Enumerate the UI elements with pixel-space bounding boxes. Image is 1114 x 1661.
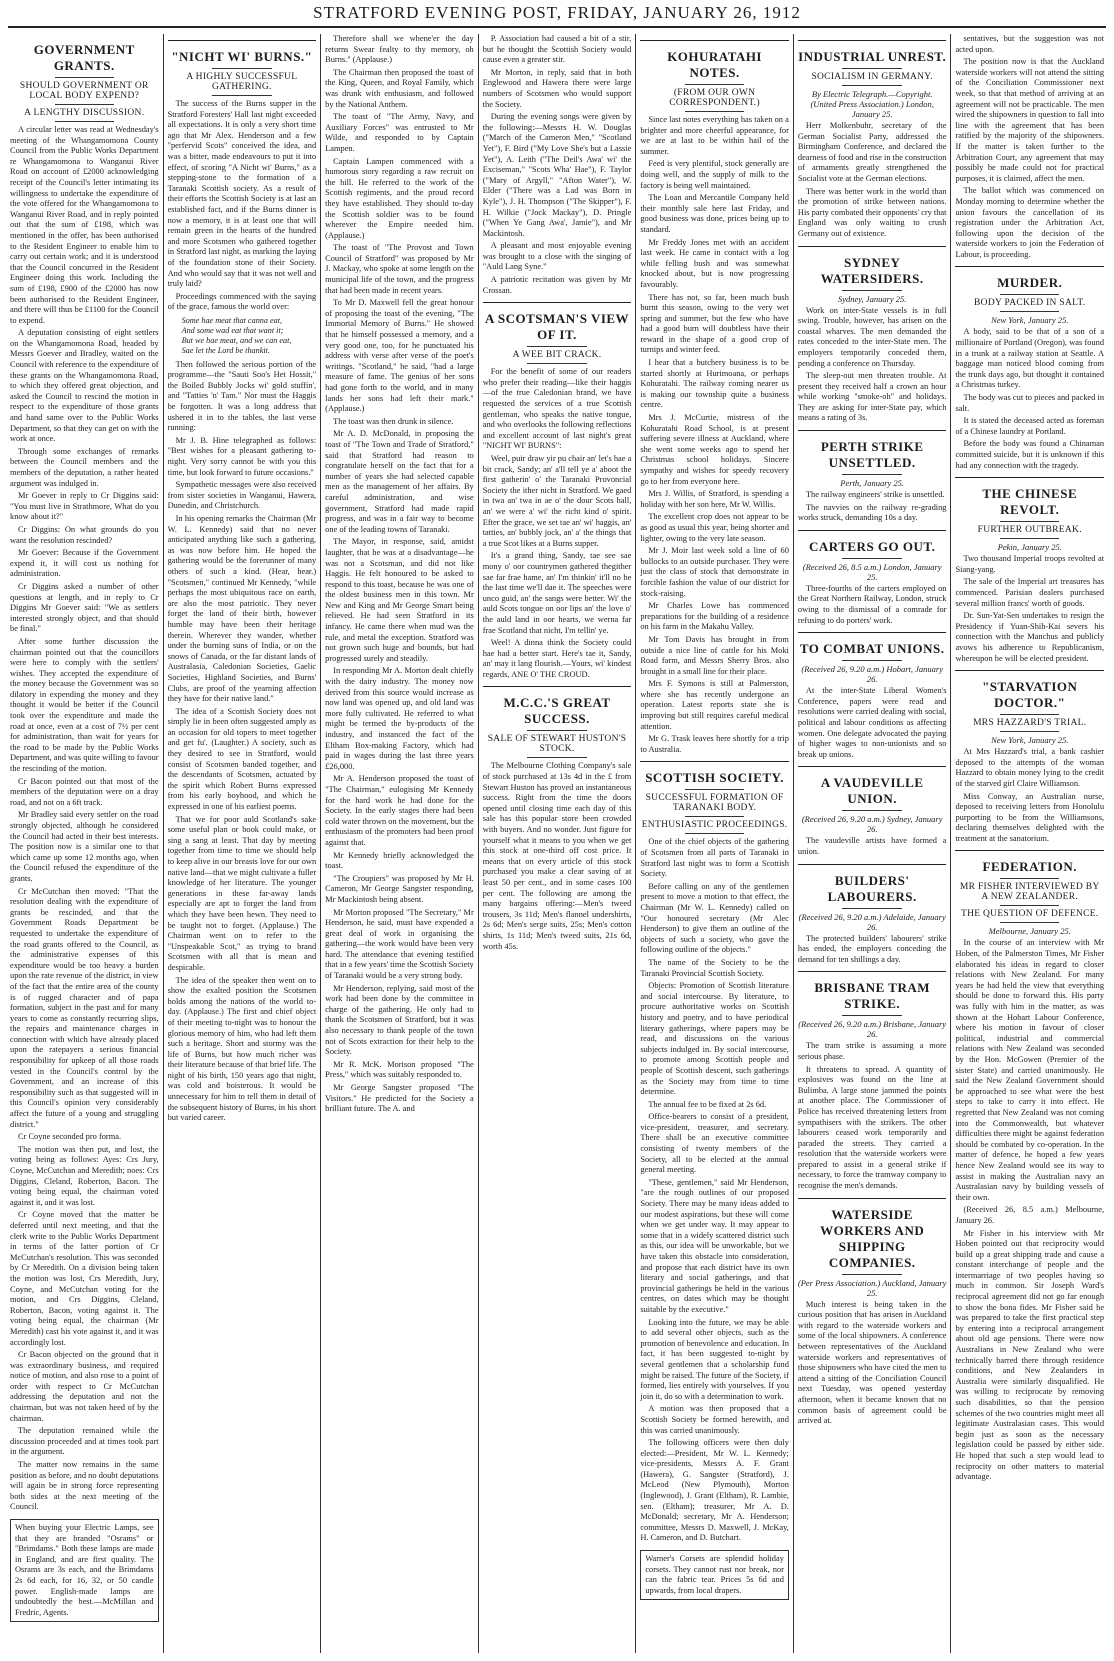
advertisement: Warner's Corsets are splendid holiday corsets. They cannot rust nor break, nor can the fabric tear. Prices 5s 6d and upwards, from local drapers.	[640, 1550, 789, 1600]
article-paragraph: Since last notes everything has taken on a brighter and more cheerful appearance, for we are at last to be within hail of the summer.	[640, 115, 789, 156]
article-paragraph: Office-bearers to consist of a president, vice-president, treasurer, and secretary. There shall be an executive committee consisting of twenty members of the Society, all to be elected at the annual general meeting.	[640, 1112, 789, 1175]
headline-rule	[1000, 714, 1059, 715]
headline-rule	[1000, 521, 1059, 522]
article-paragraph: The tram strike is assuming a more serious phase.	[797, 1041, 947, 1061]
article-paragraph: Mr Morton proposed "The Secretary," Mr Henderson, he said, must have expended a great deal of work in organising the gathering—the work would have been very hard. The attendance that evening testified that in a few years' time the Scottish Society of Taranaki would be a very strong body.	[325, 907, 474, 981]
article-divider	[483, 686, 632, 687]
article-divider	[798, 971, 947, 972]
article-paragraph: Mr Fisher in his interview with Mr Hoben pointed out that reciprocity would build up a great shipping trade and cause a constant interchange of people and the intermarriage of two peoples having so much in common. Sir Joseph Ward's reciprocal agreement did not go far enough to show the bona fides. Mr Fisher said he was prepared to take the first practical step by entering into a reciprocal arrangement about old age pensions. There were now Australians in New Zealand who were technically barred there through residence conditions, and New Zealanders in Australia were similarly disqualified. He was willing to reciprocate by removing such disabilities, so that the pension schemes of the two countries might meet all legitimate Australasian cases. This would begin just as soon as the necessary legislation could be passed by either side. He hoped that such a step would lead to reciprocity on other matters to material advantage.	[955, 1228, 1105, 1482]
article-subheadline: MR FISHER INTERVIEWED BY A NEW ZEALANDER.	[959, 882, 1100, 903]
article-paragraph: "These, gentlemen," said Mr Henderson, "are the rough outlines of our proposed Society. There may be many ideas added to our modest aspirations, but these will come when we get under way. It may appear to some that in a widely scattered district such as this, our idea will be unworkable, but we have taken this obstacle into consideration, and propose that each district have its own literary and social gatherings, and that provincial gatherings be held in the various centres, on dates which may be thought suitable by the executive."	[640, 1177, 789, 1314]
column-grid	[6, 34, 1108, 1653]
article-paragraph: It is stated the deceased acted as foreman of a Chinese laundry at Portland.	[955, 416, 1105, 436]
subheadline-rule	[1000, 538, 1059, 539]
subheadline-rule	[55, 121, 114, 122]
article-paragraph: That we for poor auld Scotland's sake some useful plan or book could make, or sing a sang at least. That day by meeting together from time to time we should help to keep alive in our breasts love for our own native land—that we might cultivate a fuller knowledge of her literature. The younger generations in these far-away lands especially are apt to forget the land from which they have been hewn. They need to be taught not to forget. (Applause.) The Chairman went on to refer to the "Unspeakable Scot," as trying to brand Scotsmen with all that is mean and despicable.	[167, 814, 317, 972]
headline-rule	[842, 290, 901, 291]
headline-rule	[685, 789, 744, 790]
article-headline: THE CHINESE REVOLT.	[982, 486, 1078, 518]
article-paragraph: The vaudeville artists have formed a union.	[797, 836, 947, 856]
subheadline-rule	[1000, 731, 1059, 732]
article-verse: Some hae meat that canna eat, And some wad eat that want it; But we hae meat, and we can eat, Sae let the Lord be thankit.	[181, 315, 292, 356]
article-paragraph: The success of the Burns supper in the Stratford Foresters' Hall last night exceeded all expectations. It is only a very short time ago that Mr Alex. Henderson and a few "perfervid Scots" conceived the idea, and was a bitter, made endeavours to put it into effect, of scoring "A Nicht wi' Burns," as a stepping-stone to the formation of a Taranaki Scottish society. As a result of their efforts the Scottish Society is at last an established fact, and if the Burns dinner is now a memory, it is at least one that will remain green in the hearts of the hundred and more Scotsmen who gathered together in Stratford last night, as marking the laying of the foundation stone of their Society. And who would say that it was not well and truly laid?	[167, 99, 317, 289]
article-paragraph: Mr George Sangster proposed "The Visitors." He predicted for the Society a brilliant future. The A. and	[325, 1083, 474, 1114]
subheadline-rule	[55, 104, 114, 105]
article-headline: SYDNEY WATERSIDERS.	[820, 254, 924, 286]
article-paragraph: Captain Lampen commenced with a humorous story regarding a raw recruit on the hill. He referred to the work of the Scottish regiments, and the proud record they have established. They should to-day the Scottish soldier was to be found wherever the Empire needed him. (Applause.)	[325, 156, 474, 240]
article-paragraph: During the evening songs were given by the following:—Messrs H. W. Douglas ("March of the Cameron Men," "Scotland Yet"), F. Bird ("My Love She's but a Lassie Yet"), A. Leith ("The Deil's Awa' wi' the Exciseman," "Scots Wha' Hae"), F. Taylor ("Mary of Argyll," "Afton Water"), W. Elder ("There was a Lad was Born in Kyle"), J. H. Thompson ("The Skipper"), F. H. Wilkie ("Jock Mackay"), D. Pringle ("When Ye Gang Awa', Jamie"), and Mr Mackintosh.	[482, 112, 632, 238]
article	[325, 34, 474, 1115]
article-dateline: Perth, January 25.	[840, 478, 905, 489]
article-paragraph: The Chairman then proposed the toast of the King, Queen, and Royal Family, which was drunk with enthusiasm, and followed by the National Anthem.	[325, 67, 474, 109]
article-paragraph: "The Croupiers" was proposed by Mr H. Cameron, Mr George Sangster responding, Mr Mackintosh being absent.	[325, 873, 474, 904]
article	[798, 530, 947, 626]
article-headline: KOHURATAHI NOTES.	[667, 49, 762, 80]
article-dateline: Melbourne, January 25.	[988, 926, 1071, 937]
article-paragraph: Sympathetic messages were also received from sister societies in Wanganui, Hawera, Dunedin, and Christchurch.	[167, 480, 317, 511]
article-paragraph: Dr. Sun-Yat-Sen undertakes to resign the Presidency if Yuan-Shih-Kai severs his connection with the Manchus and publicly avows his adherence to Republicanism, whereupon he will be elected president.	[955, 611, 1105, 663]
article-headline: BUILDERS' LABOURERS.	[827, 872, 917, 904]
headline-rule	[55, 77, 114, 78]
article	[955, 670, 1104, 844]
subheadline-rule	[842, 85, 901, 86]
headline-rule	[842, 68, 901, 69]
article-headline: WATERSIDE WORKERS AND SHIPPING COMPANIES.	[820, 1206, 925, 1270]
article-paragraph: Mr Kennedy briefly acknowledged the toast.	[325, 850, 474, 871]
article-headline: GOVERNMENT GRANTS.	[33, 42, 135, 73]
article-paragraph: There has not, so far, been much bush burnt this season, owing to the very wet spring and summer, but the few who have had a good burn will doubtless have their reward in the shape of a good crop of turnips and winter feed.	[640, 292, 789, 355]
article-paragraph: It's a grand thing, Sandy, tae see sae mony o' oor countrymen gathered thegither sae far frae hame, an' I'm thinkin' it'll no be the last time we'll dae it. The speeches were unco guid, an' the sangs were better. Wi' the auld Scots tongue on oor lips an' the love o' the auld land in oor hearts, we werna far frae Scotland that nicht, I'm tellin' ye.	[482, 551, 632, 635]
article-paragraph: Mr Goever: Because if the Government expend it, it will cost us nothing for administration.	[10, 548, 159, 579]
article-paragraph: A patriotic recitation was given by Mr Crossan.	[482, 275, 632, 295]
article-paragraph: The sale of the Imperial art treasures has commenced. Parisian dealers purchased several million francs' worth of goods.	[955, 577, 1105, 608]
article	[10, 42, 159, 1513]
article-subheadline: A WEE BIT CRACK.	[512, 350, 602, 361]
article-headline: FEDERATION.	[982, 859, 1077, 875]
article-paragraph: Cr Bacon pointed out that most of the members of the deputation were on a dray road, and not on a 6ft track.	[10, 776, 159, 807]
article-paragraph: The position now is that the Auckland waterside workers will not attend the sitting of the Conciliation Commissioner next week, so that that method of arriving at an agreement will not be practicable. The men wired the shipowners in question to fall into line with the agreement that has been ratified by the majority of the shipowners. If the matter is taken further to the Arbitration Court, any agreement that may possibly be made could not for practical purposes, it is claimed, affect the men.	[955, 57, 1105, 183]
article-paragraph: At the inter-State Liberal Women's Conference, papers were read and resolutions were carried dealing with social, political and labour conditions as affecting women. One delegate advocated the paying of higher wages to non-unionists and so break up unions.	[797, 686, 947, 759]
article-paragraph: Mr A. D. McDonald, in proposing the toast of "The Town and Trade of Stratford," said that Stratford had reason to congratulate herself on the fact that for a number of years she had selected capable men as the management of her affairs. By careful administration, and wise government, Stratford had made rapid progress, and was in a fair way to become one of the leading towns of Taranaki.	[325, 429, 474, 534]
subheadline-rule	[527, 363, 586, 364]
article-subheadline: FURTHER OUTBREAK.	[977, 525, 1082, 536]
article	[798, 971, 947, 1191]
article-divider	[798, 430, 947, 431]
article-headline: A SCOTSMAN'S VIEW OF IT.	[484, 311, 630, 343]
column-4	[479, 34, 637, 1653]
article-paragraph: Before calling on any of the gentlemen present to move a motion to that effect, the Chairman (Mr W. L. Kennedy) called on "Our honoured secretary (Mr Alec Henderson) to give them an outline of the objects of such a society, who gave the following outline of the objects."	[640, 881, 789, 955]
advertisement: When buying your Electric Lamps, see that they are branded "Osrams" or "Brimdams." Both these lamps are made in England, and are first quality. The Osrams are 3s each, and the Brimdams 2s 6d each, for 16, 32, or 50 candle power. English-made lamps are undoubtedly the best.—McMillan and Fredric, Agents.	[10, 1519, 159, 1622]
headline-rule	[842, 810, 901, 811]
article-paragraph: After some further discussion the chairman pointed out that the councillors were here to comply with the settlers' wishes. They accepted the expenditure of the money because the Government was so dilatory in expending the money and they thought it would be better if the Council took over the expenditure and made the road at once, even at a cost of 7½ per cent for administration, than wait for years for the road to be made by the Public Works Department, and was quite willing to favour the rescinding of the motion.	[10, 636, 159, 774]
article-headline: "NICHT WI' BURNS."	[171, 49, 313, 64]
article-paragraph: The navvies on the railway re-grading works struck, demanding 10s a day.	[797, 502, 947, 523]
article-dateline: Sydney, January 25.	[837, 293, 907, 304]
article-paragraph: The idea of the speaker then went on to show the exalted position the Scotsmen holds among the nations of the world to-day. (Applause.) The first and chief object of their meeting to-night was to honour the glorious memory of him, who had left them such a heritage. Short and stormy was the life of Burns, but how much richer was their literature because of that brief life. The night of his birth, 150 years ago that night, was cold and boisterous. It would be unnecessary for him to tell them in detail of the subsequent history of Burns, in his short but varied career.	[167, 975, 317, 1123]
article-paragraph: In his opening remarks the Chairman (Mr W. L. Kennedy) said that no never anticipated anything like such a gathering, as was now before him. He hoped the gathering would be the forerunner of many others of such a kind. (Hear, hear.) "Scotsmen," continued Mr Kennedy, "while perhaps the most ubiquitous race on earth, are also the most patriotic. They never forget the land of their birth, however humble may have been their heritage therein. Wherever they wander, whether under the burning suns of India, or on the snows of Canada, or the far distant lands of Australasia, Caledonian Societies, Gaelic Societies, Highland Societies, and Burns' Clubs, are proof of the yearning affection they have for their native land."	[167, 514, 317, 704]
article-paragraph: In the course of an interview with Mr Hoben, of the Palmerston Times, Mr Fisher elaborated his ideas in regard to closer relations with New Zealand. For many years he had held the view that everything should be done to forward this. His party was fully with him in the matter, as was shown at the Hobart Labour Conference, where his motion in favour of closer political, industrial and commercial relations with New Zealand was seconded by the Hon. McGowen (Premier of the sister State) and carried unanimously. He said the New Zealand Government should be approached to see what were the best steps to take to carry it into effect. He regretted that New Zealand was not coming into the Commonwealth, but whatever difficulties there might be against federation should be combated by co-operation. In the matter of defence, he hoped a few years hence New Zealand would see its way to assist in making the Australian navy an Australasian navy by building vessels of their own.	[955, 938, 1105, 1202]
article-paragraph: Therefore shall we whene'er the day returns Swear fealty to thy memory, oh Burns." (Applause.)	[325, 34, 474, 65]
article-paragraph: (Received 26, 8.5 a.m.) Melbourne, January 26.	[955, 1205, 1105, 1225]
article-subheadline: (FROM OUR OWN CORRESPONDENT.)	[669, 88, 760, 108]
article-divider	[483, 302, 632, 303]
article-subheadline: ENTHUSIASTIC PROCEEDINGS.	[641, 820, 788, 831]
article-dateline: By Electric Telegraph.—Copyright. (United Press Association.) London, January 25.	[810, 89, 934, 119]
article-paragraph: Weel! A dinna think the Society could hae had a better start. Here's tae it, Sandy, an' may it lang flourish.—Yours, wi' kindest regards, ANE O' THE CROUD.	[482, 638, 632, 679]
article	[798, 1198, 947, 1427]
article-paragraph: The excellent crop does not appear to be as good as usual this year, being shorter and lighter, owing to the very late season.	[640, 512, 789, 543]
article-paragraph: The deputation remained while the discussion proceeded and at times took part in the argument.	[10, 1426, 159, 1457]
article-paragraph: I hear that a butchery business is to be started shortly at Hurimoana, or perhaps Kohuratahi. The railway coming nearer us is making our township quite a business centre.	[640, 358, 789, 410]
article-paragraph: Mr Goever in reply to Cr Diggins said: "You must live in Strathmore, What do you know about it?"	[10, 491, 159, 522]
article-headline: A VAUDEVILLE UNION.	[820, 775, 924, 807]
column-2	[164, 34, 322, 1653]
article	[640, 40, 789, 755]
article	[483, 302, 632, 680]
article-divider	[798, 246, 947, 247]
headline-rule	[842, 660, 901, 661]
article-paragraph: The toast of "The Provost and Town Council of Stratford" was proposed by Mr J. Mackay, who spoke at some length on the municipal life of the town, and the progress that had been made in recent years.	[325, 243, 474, 295]
article	[483, 686, 632, 952]
article	[798, 632, 947, 760]
headline-rule	[1000, 294, 1059, 295]
article-divider	[955, 670, 1104, 671]
article-headline: "STARVATION DOCTOR."	[982, 679, 1078, 711]
headline-rule	[527, 346, 586, 347]
article-paragraph: A circular letter was read at Wednesday's meeting of the Whangamomona County Council from the Public Works Department re Whangamomona to Wanganui River Road on account of £2000 acknowledging receipt of the Council's letter intimating its willingness to undertake the expenditure of the vote offered for the Whangamomona to Wanganui River Road, and in reply pointed out that the sum of £198, which was mentioned in the offer, has been authorised to the Resident Engineer to enable him to carry out certain work; and it is understood that the Council concurred in the Resident Engineer doing this work. Including the sum of £198, £900 of the £2000 has now been authorised to the Resident Engineer, and there will thus be £1100 for the Council to expend.	[10, 125, 159, 325]
article-paragraph: A deputation consisting of eight settlers on the Whangamomona Road, headed by Messrs Goever and Bradley, waited on the Council with reference to the expenditure of these grants on the Whangamomona Road, to which they offered great objection, and asked the Council to rescind the motion in respect to the expenditure of those grants and hand same over to the Public Works Department, so that they can get on with the work at once.	[10, 328, 159, 444]
article-paragraph: To Mr D. Maxwell fell the great honour of proposing the toast of the evening, "The Immortal Memory of Burns." He showed that he himself possessed a memory, and a very good one, too, for he punctuated his address with verse after verse of the poet's writings. "Scotland," he said, "had a large measure of fame. The genius of her sons had gone forth to the world, and in many lands her sons had left their mark." (Applause.)	[325, 298, 474, 414]
article-paragraph: The following officers were then duly elected:—President, Mr W. L. Kennedy; vice-presidents, Messrs A. F. Grant (Hawera), G. Sangster (Stratford), J. McLeod (New Plymouth), Morton (Inglewood), J. Grant (Eltham), R. Lambie, sen. (Eltham); treasurer, Mr A. D. McDonald; secretary, Mr A. Henderson; committee, Messrs D. Maxwell, J. McKay, H. Cameron, and D. Butchart.	[640, 1438, 789, 1543]
article-paragraph: The annual fee to be fixed at 2s 6d.	[648, 1099, 767, 1109]
article-headline: PERTH STRIKE UNSETTLED.	[820, 439, 924, 471]
subheadline-rule	[1000, 922, 1059, 923]
subheadline-rule	[527, 757, 586, 758]
masthead: STRATFORD EVENING POST, FRIDAY, JANUARY 26, 1912	[8, 0, 1106, 28]
article-divider	[798, 1198, 947, 1199]
article-paragraph: The protected builders' labourers' strike has ended, the employers conceding the demand for ten shillings a day.	[797, 933, 947, 964]
article-paragraph: The toast was then drunk in silence.	[333, 416, 454, 426]
subheadline-rule	[685, 111, 744, 112]
article-paragraph: sentatives, but the suggestion was not acted upon.	[955, 34, 1105, 54]
subheadline-rule	[212, 95, 271, 96]
article-paragraph: It threatens to spread. A quantity of explosives was found on the line at Bulimba. A large stone jammed the points at another place. The Commissioner of Police has received threatening letters from sympathisers with the strikers. The other labourers ceased work temporarily and paraded the streets. They carried a resolution that the waterside workers were prepared to assist in a general strike if necessary, to force the tramway company to recognise the men's demands.	[797, 1064, 947, 1191]
article-paragraph: P. Association had caused a bit of a stir, but he thought the Scottish Society would cause even a greater stir.	[482, 34, 632, 65]
article-dateline: (Received 26, 9.20 a.m.) Sydney, January 26.	[801, 814, 943, 835]
article-paragraph: Mr J. B. Hine telegraphed as follows: "Best wishes for a pleasant gathering to-night. Very sorry cannot be with you this time, but look forward to future occasions."	[167, 435, 317, 477]
article-divider	[640, 761, 789, 762]
article	[955, 850, 1104, 1482]
article-divider	[640, 40, 789, 41]
article-paragraph: Three-fourths of the carters employed on the Great Northern Railway, London, struck owing to the dismissal of a comrade for refusing to do porters' work.	[797, 583, 947, 625]
article-paragraph: The Mayor, in response, said, amidst laughter, that he was at a disadvantage—he was not a Scotsman, and did not like Haggis. He felt honoured to be asked to respond to this toast, because he was one of the oldest business men in this town. Mr New and King and Mr George Smart being relieved. He had seen Stratford in its infancy. He came there when mud was the rule, and metal the exception. Stratford was not grown such huge and bounds, but had progressed surely and steadily.	[325, 537, 474, 663]
article-paragraph: Mr Bradley said every settler on the road strongly objected, although he considered the Council had acted in their best interests. The position now is a similar one to that which came up some 12 months ago, when the Council refused the expenditure of the grants.	[10, 810, 159, 883]
article-paragraph: Weel, puir draw yir pu chair an' let's hae a bit crack, Sandy; an' a'll tell ye a' aboot the first gatherin' o' the Taranaki Provoncial Society the ither nicht in Stratford. We gaed in twa an' twa in ae o' the dour Scots hall, an' we were a' wi' the richt kind o' spirit. Efter the grace, we set tae an' wi' haggis, an' tatties, an' bubbly jock, an' a' the things that a true Scot likes at a Burns supper.	[482, 454, 632, 548]
article-dateline: (Received 26, 9.20 a.m.) Adelaide, January 26.	[798, 911, 946, 932]
article-paragraph: Mr Morton, in reply, said that in both Englewood and Hawera there were large numbers of Scotsmen who would support the Society.	[482, 67, 632, 109]
article-paragraph: Mr Tom Davis has brought in from outside a nice line of cattle for his Moki Road farm, and Messrs Sherry Bros. also brought in a small line for their place.	[640, 634, 789, 676]
article-paragraph: Mr A. Henderson proposed the toast of "The Chairman," eulogising Mr Kennedy for the hard work he had done for the Society. In the early stages there had been cold water thrown on the movement, but the enthusiasm of the promoters had been proof against that.	[325, 774, 474, 847]
article-paragraph: The sleep-out men threaten trouble. At present they received half a crown an hour while working "smoke-oh" and holidays. They are asking for inter-State pay, which means a rating of 3s.	[797, 371, 947, 423]
article-paragraph: Objects: Promotion of Scottish literature and social intercourse. By literature, to procure authoritative works on Scottish history and poetry, and to have periodical literary gatherings, where papers may be read, and discussions on the various subjects indulged in. By social intercourse, to promote among Scottish people and people of Scottish descent, such gatherings as the Society may from time to time determine.	[640, 981, 789, 1097]
headline-rule	[212, 68, 271, 69]
article-headline: MURDER.	[997, 275, 1063, 291]
headline-rule	[842, 908, 901, 909]
article-paragraph: Mr R. McK. Morison proposed "The Press," which was suitably responded to.	[325, 1059, 474, 1080]
article-paragraph: Work on inter-State vessels is in full swing. Trouble, however, has arisen on the coastal wharves. The men demanded the rates conceded to the inter-State men. The employers temporarily conceded them, pending a conference on Thursday.	[797, 305, 947, 368]
article-paragraph: The idea of a Scottish Society does not simply lie in been often suggested amply as an occasion for old topers to meet together and get fu'. (Laughter.) A society, such as they desired to see in Stratford, would consist of Scotsmen banded together, and the descendants of Scotsmen, actuated by the spirit which Robert Burns expressed from his early boyhood, and which he expressed in one of his earliest poems.	[167, 706, 317, 812]
article-dateline: (Received 26, 9.20 a.m.) Brisbane, January 26.	[798, 1019, 947, 1040]
article-dateline: New York, January 25.	[991, 735, 1069, 746]
article-dateline: (Received 26, 9.20 a.m.) Hobart, January 26.	[801, 664, 943, 685]
article	[483, 34, 632, 296]
article-dateline: New York, January 25.	[991, 315, 1069, 326]
article-paragraph: Miss Conway, an Australian nurse, deposed to receiving letters from Honolulu purporting to be from the Williamsons, declaring themselves delighted with the treatment at the sanatorium.	[955, 791, 1105, 843]
article-subheadline: BODY PACKED IN SALT.	[974, 298, 1086, 309]
article-paragraph: A pleasant and most enjoyable evening was brought to a close with the singing of "Auld Lang Syne."	[482, 241, 632, 272]
headline-rule	[842, 474, 901, 475]
article-dateline: Pekin, January 25.	[997, 542, 1062, 553]
article-paragraph: Mr Freddy Jones met with an accident last week. He came in contact with a log while felling bush and was somewhat knocked about, but is now progressing favourably.	[640, 237, 789, 289]
article-paragraph: The toast of "The Army, Navy, and Auxiliary Forces" was entrusted to Mr Wilde, and responded to by Captain Lampen.	[325, 112, 474, 153]
article-paragraph: Then followed the serious portion of the programme—the "Sauti Soo's Het Hossit," the Boiled Bubbly Jocks wi' gold stuffin', and "Tatties 'n' Tam." Nor must the Haggis be forgotten. It was a long address that ushered it in to the tables, the last verse running:	[167, 359, 317, 433]
article-headline: BRISBANE TRAM STRIKE.	[814, 980, 931, 1012]
article-paragraph: At Mrs Hazzard's trial, a bank cashier deposed to the attempts of the woman Hazzard to obtain money lying to the credit of the starved girl Claire Williamson.	[955, 747, 1105, 788]
headline-rule	[842, 1274, 901, 1275]
article-paragraph: Mr G. Trask leaves here shortly for a trip to Australia.	[640, 734, 789, 754]
article-divider	[798, 864, 947, 865]
article-paragraph: Cr Coyne moved that the matter be deferred until next meeting, and that the clerk write to the Public Works Department in terms of the latter portion of Cr McCutchan's resolution. This was seconded by Cr Meredith. On a division being taken the motion was lost, Crs Meredith, Jury, Coyne, and McCutchan voting for the motion, and Crs Diggins, Cleland, Roberton, Bacon, voting against it. The voting being equal, the chairman (Mr Meredith) cast his vote against it, and it was accordingly lost.	[10, 1210, 159, 1347]
article-paragraph: Two thousand Imperial troops revolted at Siang-yang.	[955, 554, 1105, 574]
article-divider	[168, 40, 317, 41]
article-subheadline: SUCCESSFUL FORMATION OF TARANAKI BODY.	[645, 793, 784, 814]
headline-rule	[527, 730, 586, 731]
column-7	[951, 34, 1108, 1653]
article-paragraph: Cr Diggins: On what grounds do you want the resolution rescinded?	[10, 524, 159, 545]
article-paragraph: The body was cut to pieces and packed in salt.	[955, 393, 1105, 413]
headline-rule	[1000, 878, 1059, 879]
article-dateline: (Received 26, 8.5 a.m.) London, January 25.	[802, 561, 942, 582]
article-subheadline: THE QUESTION OF DEFENCE.	[960, 909, 1099, 920]
article-paragraph: The ballot which was commenced on Monday morning to determine whether the union favours the cancellation of its registration under the Arbitration Act, following upon the decision of the waterside workers to join the Federation of Labour, is proceeding.	[955, 186, 1105, 259]
subheadline-rule	[1000, 905, 1059, 906]
article-paragraph: Before the body was found a Chinaman committed suicide, but it is unknown if this had any connection with the tragedy.	[955, 439, 1105, 470]
article-paragraph: For the benefit of some of our readers who prefer their reading—like their haggis—of the true Caledonian brand, we have requested the services of a true Scottish gentleman, who speaks the native tongue, and who overlooks the following reflections and excellent account of last night's great "NICHT WI' BURNS":	[482, 367, 632, 451]
subheadline-rule	[1000, 311, 1059, 312]
article-paragraph: Looking into the future, we may be able to add several other objects, such as the promotion of benevolence and education. In fact, it has been suggested to-night by several gentlemen that a scholarship fund might be raised. The future of the Society, if formed, lies entirely with yourselves. If you join it, do so with a determination to work.	[640, 1317, 789, 1401]
article-divider	[955, 266, 1104, 267]
article	[640, 761, 789, 1544]
article-divider	[955, 477, 1104, 478]
article	[955, 266, 1104, 471]
headline-rule	[685, 84, 744, 85]
article-paragraph: Mrs J. Willis, of Stratford, is spending a holiday with her son here, Mr W. Willis.	[640, 489, 789, 509]
article-paragraph: Proceedings commenced with the saying of the grace, famous the world over:	[167, 291, 317, 312]
article-headline: CARTERS GO OUT.	[809, 538, 936, 554]
article-paragraph: Feed is very plentiful, stock generally are doing well, and the supply of milk to the factory is being well maintained.	[640, 159, 789, 190]
article-subheadline: A HIGHLY SUCCESSFUL GATHERING.	[186, 72, 298, 92]
column-3	[321, 34, 479, 1653]
article-paragraph: There was better work in the world than the promotion of strike between nations. His party combated their opponents' cry that England was only waiting to crush Germany out of existence.	[797, 186, 947, 238]
headline-rule	[842, 558, 901, 559]
article-dateline: (Per Press Association.) Auckland, January 25.	[797, 1277, 947, 1298]
article	[798, 766, 947, 857]
article-divider	[798, 40, 947, 41]
column-1	[6, 34, 164, 1653]
article-paragraph: Mr Charles Lowe has commenced preparations for the building of a residence on his farm in the Makahu Valley.	[640, 601, 789, 632]
article-paragraph: Mrs J. McCurtie, mistress of the Kohuratahi Road School, is at present suffering severe illness at Auckland, where she went some weeks ago to spend her Christmas school holidays. Sincere sympathy and wishes for speedy recovery go to her from everyone here.	[640, 413, 789, 486]
article-headline: INDUSTRIAL UNREST.	[798, 49, 947, 64]
article-paragraph: Mr J. Moir last week sold a line of 60 bullocks to an outside purchaser. They were just the class of stock that demonstrate in forcible fashion the value of our district for stock-raising.	[640, 546, 789, 598]
article-headline: M.C.C.'S GREAT SUCCESS.	[503, 695, 611, 727]
article	[798, 40, 947, 240]
article-paragraph: Cr Bacon objected on the ground that it was extraordinary business, and required notice of motion, and also rose to a point of order with respect to Cr McCutchan addressing the deputation and not the chairman, but was not taken heed of by the chairman.	[10, 1350, 159, 1423]
column-5	[636, 34, 794, 1653]
article-divider	[955, 850, 1104, 851]
article-paragraph: The matter now remains in the same position as before, and no doubt deputations will again be in strong force representing both sides at the next meeting of the Council.	[10, 1460, 159, 1512]
article-subheadline: SALE OF STEWART HUSTON'S STOCK.	[487, 734, 627, 755]
headline-rule	[842, 1015, 901, 1016]
article	[798, 430, 947, 524]
article-divider	[798, 766, 947, 767]
article-paragraph: One of the chief objects of the gathering of Scotsmen from all parts of Taranaki in Stratford last night was to form a Scottish Society.	[640, 837, 789, 879]
column-6	[794, 34, 952, 1653]
article-paragraph: The Loan and Mercantile Company held their monthly sale here last Friday, and good business was done, prices being up to standard.	[640, 193, 789, 234]
article-subheadline: A LENGTHY DISCUSSION.	[24, 108, 145, 118]
article-paragraph: The motion was then put, and lost, the voting being as follows: Ayes: Crs Jury, Coyne, McCutchan and Meredith; noes: Crs Diggins, Cleland, Roberton, Bacon. The voting being equal, the chairman voted against it, and it was lost.	[10, 1144, 159, 1207]
subheadline-rule	[685, 816, 744, 817]
article-subheadline: SHOULD GOVERNMENT OR LOCAL BODY EXPEND?	[19, 81, 149, 101]
article-paragraph: The railway engineers' strike is unsettled.	[805, 490, 945, 500]
article-paragraph: Cr McCutchan then moved: "That the resolution dealing with the expenditure of grants be rescinded, and that the Government Roads Department be requested to undertake the expenditure of the road grants offered to the Council, as the administrative expenses of this expenditure would be too heavy a burden upon the rate revenue of the district, in view of the fact that the entire area of the county is of rugged character and of papa formation, subject in the past and for many years to come as constantly recurring slips, the repairs and maintenance charges in connection with which have already placed upon the ratepayers a serious financial responsibility for upkeep of all those roads vested in the Council's control by the Government, and an increase of this responsibility such as that suggested will in this Council's opinion very considerably affect the future of a young and struggling district."	[10, 886, 159, 1129]
subheadline-rule	[685, 833, 744, 834]
article-paragraph: The name of the Society to be the Taranaki Provincial Scottish Society.	[640, 957, 789, 978]
article-paragraph: Cr Coyne seconded pro forma.	[18, 1132, 122, 1142]
article-subheadline: MRS HAZZARD'S TRIAL.	[973, 718, 1087, 729]
article-paragraph: A body, said to be that of a son of a millionaire of Portland (Oregon), was found in a trunk at a railway station at Seattle. A baggage man noticed blood coming from the trunk days ago, but thought it contained a Christmas turkey.	[955, 327, 1105, 390]
article-headline: SCOTTISH SOCIETY.	[645, 770, 784, 786]
article-paragraph: Mr Henderson, replying, said most of the work had been done by the committee in charge of the gathering. He only had to thank the Scotsmen of Stratford, but it was also necessary to thank people of the town not of Scots extraction for their help to the Society.	[325, 983, 474, 1057]
article-paragraph: Through some exchanges of remarks between the Council members and the members of the deputation, a rather heated argument was indulged in.	[10, 446, 159, 488]
article-paragraph: In responding Mr A. Morton dealt chiefly with the dairy industry. The money now derived from this source would increase as now land was opened up, and old land was more fully cultivated. He referred to what might be termed the by-products of the industry, and instanced the fact of the Eltham Box-making Factory, which had paid in wages during the last three years £26,000.	[325, 666, 474, 771]
article-paragraph: The Melbourne Clothing Company's sale of stock purchased at 13s 4d in the £ from Stewart Huston has proved an instantaneous success. Right from the time the doors opened until closing time each day of this sale has this popular store been crowded with buyers. And no wonder. Just figure for yourself what it means to you when we get this stock at one-third off cost price. It means that on every article of this stock purchased you make a clear saving of at least 50 per cent., and in some cases 100 per cent. The following are among the many bargains offering:—Men's tweed trousers, 3s 11d; Men's flannel undershirts, 2s 6d; Men's serge suits, 25s; Men's cotton shirts, 1s 11d; Men's tweed suits, 21s 6d, worth 45s.	[482, 761, 632, 951]
article-subheadline: SOCIALISM IN GERMANY.	[811, 72, 933, 82]
article-divider	[798, 530, 947, 531]
article-paragraph: Mrs F. Symons is still at Palmerston, where she has recently undergone an operation. Latest reports state she is improving but still requires careful medical attention.	[640, 679, 789, 731]
article	[798, 246, 947, 425]
article-paragraph: Cr Diggins asked a number of other questions at length, and in reply to Cr Diggins Mr Goever said: "We as settlers interested strongly object, and that should be final."	[10, 581, 159, 634]
article	[798, 864, 947, 966]
article-paragraph: Herr Molkenbuhr, secretary of the German Socialist Party, addressed the Birmingham Conference, and declared the dearness of food and rise in the construction of armaments greatly strengthened the Socialist vote at the German elections.	[797, 121, 947, 183]
article	[168, 40, 317, 1124]
article	[955, 34, 1104, 260]
article	[955, 477, 1104, 664]
article-divider	[798, 632, 947, 633]
article-paragraph: Much interest is being taken in the curious position that has arisen in Auckland with regard to the waterside workers and some of the local shipowners. A conference between representatives of the Auckland waterside workers and representatives of those shipowners who have cited the men to attend a sitting of the Conciliation Council next Tuesday, was opened yesterday afternoon, when it became known that no common basis of agreement could be arrived at.	[797, 1299, 947, 1426]
article-headline: TO COMBAT UNIONS.	[799, 641, 945, 657]
article-paragraph: A motion was then proposed that a Scottish Society be formed herewith, and this was carried unanimously.	[640, 1404, 789, 1435]
